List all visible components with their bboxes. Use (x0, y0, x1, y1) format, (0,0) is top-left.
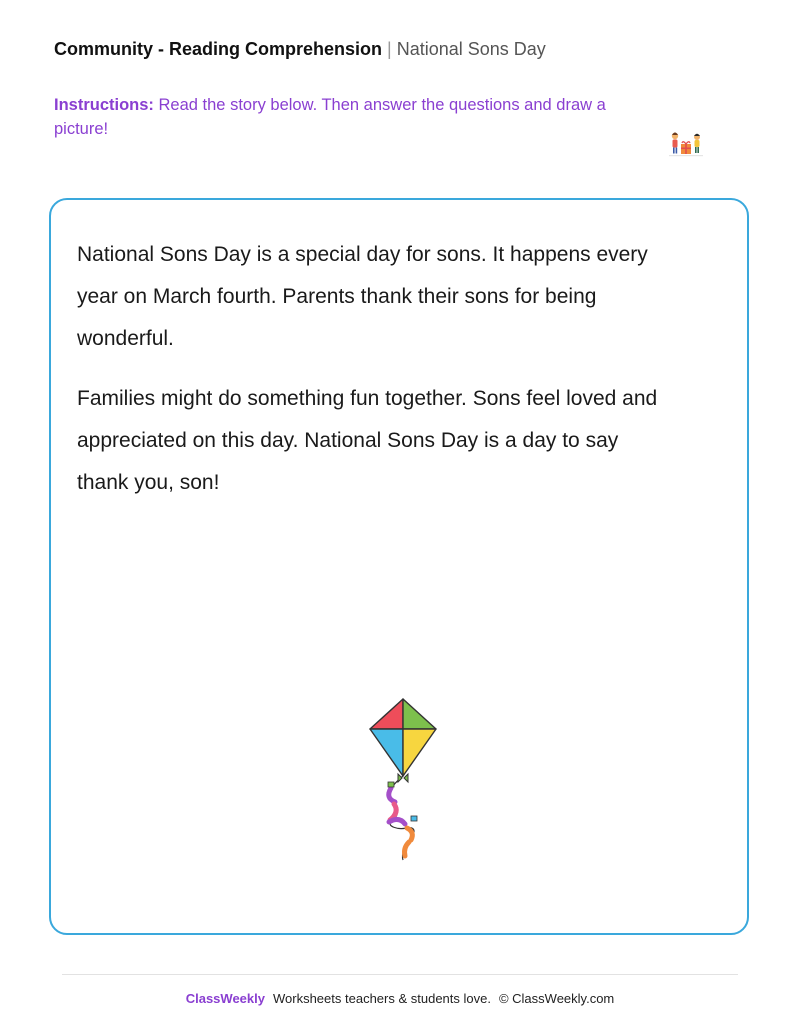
footer-divider (62, 974, 738, 975)
instructions-label: Instructions: (54, 96, 154, 114)
header-separator: | (387, 39, 392, 59)
footer-brand: ClassWeekly (185, 991, 265, 1006)
worksheet-subject: Community - Reading Comprehension (54, 39, 383, 59)
worksheet-topic: National Sons Day (396, 39, 546, 59)
instructions (54, 93, 614, 141)
footer-tagline: Worksheets teachers & students love. (272, 991, 491, 1006)
story-box (49, 198, 749, 935)
worksheet-header (54, 37, 546, 61)
family-with-gift-illustration (666, 128, 706, 162)
footer (0, 990, 800, 1008)
story-paragraph-2: Families might do something fun together. Sons feel loved and appreciated on this day. National Sons Day is a day to say thank you, son! (77, 387, 658, 494)
footer-copyright: © ClassWeekly.com (498, 991, 615, 1006)
kite-icon (367, 696, 439, 862)
story-paragraph-1: National Sons Day is a special day for sons. It happens every year on March fourth. Parents thank their sons for being wonderful. (77, 243, 648, 350)
story-text (77, 234, 667, 522)
instructions-text: Read the story below. Then answer the questions and draw a picture! (54, 96, 606, 138)
